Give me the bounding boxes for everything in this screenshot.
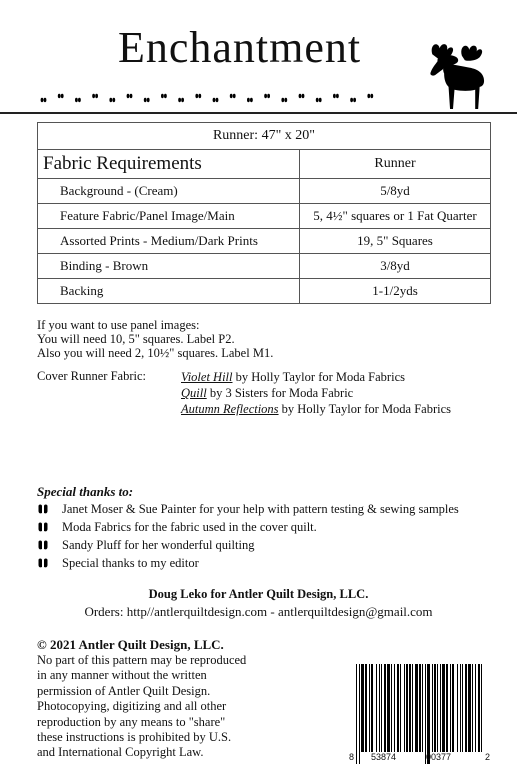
fabric-amount: 19, 5" Squares (300, 229, 491, 254)
legal-text (37, 653, 297, 761)
fabric-amount: 1-1/2yds (300, 279, 491, 304)
title-divider-line (0, 112, 517, 114)
special-thanks-list (37, 500, 459, 572)
fabric-amount: 5, 4½" squares or 1 Fat Quarter (300, 204, 491, 229)
table-row (38, 279, 491, 304)
orders-contact: Orders: http//antlerquiltdesign.com - antlerquiltdesign@gmail.com (84, 604, 433, 619)
hoof-print-icon (37, 503, 49, 515)
cover-fabric-item (181, 369, 451, 385)
table-header-row (38, 150, 491, 179)
panel-image-note (37, 318, 273, 360)
fabric-line-name: Violet Hill (181, 370, 233, 384)
fabric-line-name: Quill (181, 386, 207, 400)
legal-line: reproduction by any means to "share" (37, 714, 226, 729)
panel-note-line: Also you will need 2, 10½" squares. Label M1. (37, 346, 274, 360)
legal-line: Photocopying, digitizing and all other (37, 699, 227, 714)
hoof-print-icon (37, 557, 49, 569)
fabric-line-maker: by Holly Taylor for Moda Fabrics (278, 402, 452, 416)
fabric-line-maker: by 3 Sisters for Moda Fabric (206, 386, 354, 400)
barcode-digit: 00377 (426, 752, 452, 762)
legal-line: these instructions is prohibited by U.S. (37, 730, 232, 745)
legal-line: permission of Antler Quilt Design. (37, 683, 211, 698)
thanks-text: Special thanks to my editor (62, 556, 199, 570)
panel-note-line: If you want to use panel images: (37, 318, 200, 332)
barcode-digit: 8 (349, 752, 355, 762)
hoof-print-icon (37, 539, 49, 551)
fabric-name: Backing (38, 279, 300, 304)
fabric-name: Background - (Cream) (38, 179, 300, 204)
fabric-requirements-heading: Fabric Requirements (38, 150, 300, 179)
cover-fabric-label: Cover Runner Fabric: (37, 369, 147, 383)
thanks-text: Sandy Pluff for her wonderful quilting (62, 538, 255, 552)
cover-fabric-item (181, 385, 451, 401)
thanks-text: Janet Moser & Sue Painter for your help with pattern testing & sewing samples (62, 502, 459, 516)
hoof-print-icon (37, 521, 49, 533)
list-item (37, 500, 459, 518)
panel-note-line: You will need 10, 5" squares. Label P2. (37, 332, 235, 346)
table-row (38, 229, 491, 254)
runner-size: Runner: 47" x 20" (38, 123, 491, 150)
legal-line: and International Copyright Law. (37, 745, 204, 760)
list-item (37, 518, 459, 536)
runner-size-row (38, 123, 491, 150)
list-item (37, 536, 459, 554)
fabric-line-name: Autumn Reflections (181, 402, 279, 416)
list-item (37, 554, 459, 572)
runner-column-heading: Runner (300, 150, 491, 179)
legal-line: in any manner without the written (37, 668, 207, 683)
barcode-digit: 2 (485, 752, 491, 762)
copyright-notice: © 2021 Antler Quilt Design, LLC. (37, 637, 224, 652)
fabric-line-maker: by Holly Taylor for Moda Fabrics (232, 370, 405, 384)
legal-line: No part of this pattern may be reproduced (37, 653, 247, 667)
table-row (38, 204, 491, 229)
cover-fabric-item (181, 401, 451, 417)
fabric-requirements-table (37, 122, 491, 304)
table-row (38, 254, 491, 279)
moose-silhouette-icon (416, 38, 490, 112)
page-title: Enchantment (118, 23, 362, 72)
fabric-amount: 3/8yd (300, 254, 491, 279)
designer-credit: Doug Leko for Antler Quilt Design, LLC. (148, 587, 369, 601)
fabric-name: Assorted Prints - Medium/Dark Prints (38, 229, 300, 254)
fabric-name: Binding - Brown (38, 254, 300, 279)
cover-fabric-list (181, 369, 451, 417)
table-row (38, 179, 491, 204)
fabric-name: Feature Fabric/Panel Image/Main (38, 204, 300, 229)
thanks-text: Moda Fabrics for the fabric used in the cover quilt. (62, 520, 317, 534)
special-thanks-heading: Special thanks to: (37, 484, 134, 499)
fabric-amount: 5/8yd (300, 179, 491, 204)
barcode-digit: 53874 (371, 752, 397, 762)
upc-barcode (346, 660, 492, 772)
hoof-tracks-icon (38, 92, 388, 106)
